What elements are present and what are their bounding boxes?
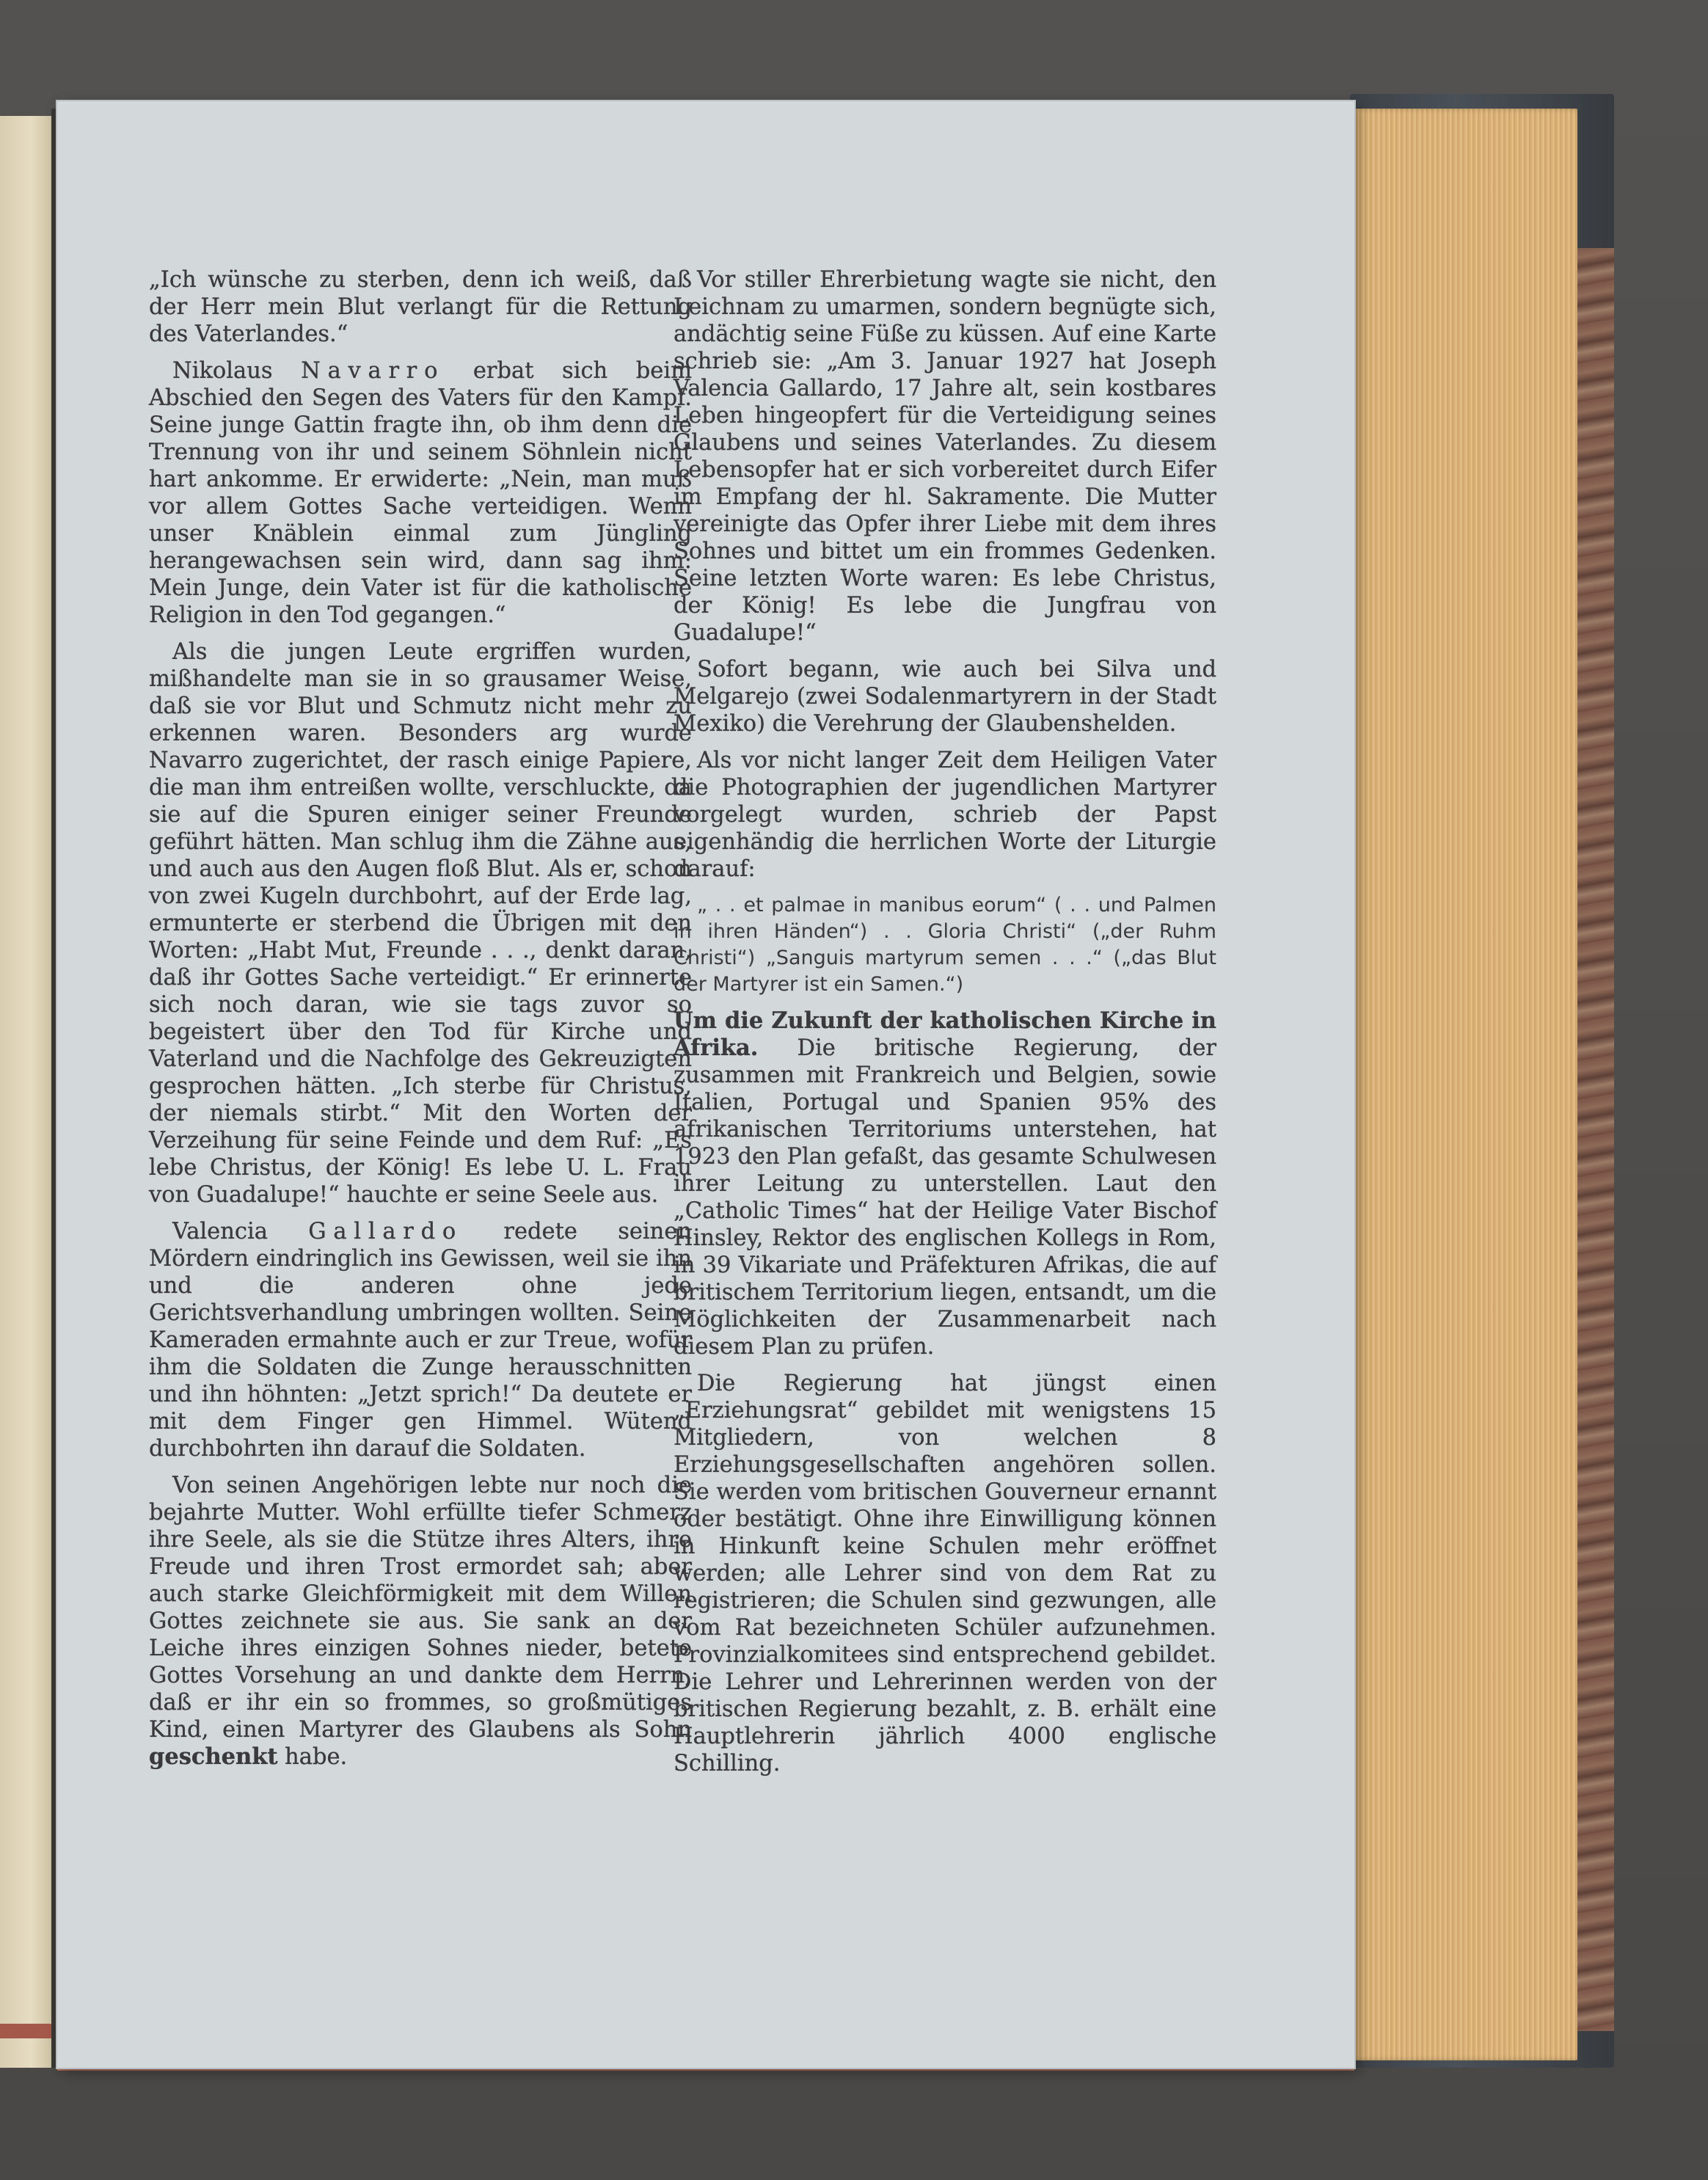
paragraph-text: Von seinen Angehörigen lebte nur noch die bejahrte Mutter. Wohl erfüllte tiefer Schmerz ihre Seele, als sie die Stütze ihres Alters, ihre Freude und ihren Trost ermordet sah; aber auch starke Gleichförmigkeit mit dem Willen Gottes zeichnete sie aus. Sie sank an der Leiche ihres einzigen Sohnes nieder, betete Gottes Vorsehung an und dankte dem Herrn, daß er ihr ein so frommes, so großmütiges Kind, einen Martyrer des Glaubens als Sohn [149, 1473, 692, 1743]
person-name-spaced: Gallardo [308, 1219, 464, 1244]
book [0, 87, 1614, 2068]
bold-word: geschenkt [149, 1743, 278, 1770]
page-stack-edge [1350, 109, 1577, 2060]
paragraph: Als die jungen Leute ergriffen wurden, mißhandelte man sie in so grausamer Weise, daß sie vor Blut und Schmutz nicht mehr zu erkennen waren. Besonders arg wurde Navarro zugerichtet, der rasch einige Papiere, die man ihm entreißen wollte, verschluckte, da sie auf die Spuren einiger seiner Freunde geführt hätten. Man schlug ihm die Zähne aus, und auch aus den Augen floß Blut. Als er, schon von zwei Kugeln durchbohrt, auf der Erde lag, ermunterte er sterbend die Übrigen mit den Worten: „Habt Mut, Freunde . . ., denkt daran, daß ihr Gottes Sache verteidigt.“ Er erinnerte sich noch daran, wie sie tags zuvor so begeistert über den Tod für Kirche und Vaterland und die Nachfolge des Gekreuzigten gesprochen hätten. „Ich sterbe für Christus, der niemals stirbt.“ Mit den Worten der Verzeihung für seine Feinde und dem Ruf: „Es lebe Christus, der König! Es lebe U. L. Frau von Guadalupe!“ hauchte er seine Seele aus. [149, 639, 692, 1208]
paragraph: Die Regierung hat jüngst einen „Erziehungsrat“ gebildet mit wenigstens 15 Mitgliedern, von welchen 8 Erziehungsgesellschaften angehören sollen. Sie werden vom britischen Gouverneur ernannt oder bestätigt. Ohne ihre Einwilligung können in Hinkunft keine Schulen mehr eröffnet werden; alle Lehrer sind von dem Rat zu registrieren; die Schulen sind gezwungen, alle vom Rat bezeichneten Schüler aufzunehmen. Provinzialkomitees sind entsprechend gebildet. Die Lehrer und Lehrerinnen werden von der britischen Regierung bezahlt, z. B. erhält eine Hauptlehrerin jährlich 4000 englische Schilling. [674, 1371, 1216, 1776]
paragraph-text: Die britische Regierung, der zusammen mit Frankreich und Belgien, sowie Italien, Portugal und Spanien 95% des afrikanischen Territoriums unterstehen, hat 1923 den Plan gefaßt, das gesamte Schulwesen ihrer Leitung zu unterstellen. Laut den „Catholic Times“ hat der Heilige Vater Bischof Hinsley, Rektor des englischen Kollegs in Rom, in 39 Vikariate und Präfekturen Afrikas, die auf britischem Territorium liegen, entsandt, um die Möglichkeiten der Zusammenarbeit nach diesem Plan zu prüfen. [674, 1035, 1216, 1360]
left-page-red-edge [0, 2024, 51, 2038]
paragraph-text: redete seinen Mördern eindringlich ins Gewissen, weil sie ihn und die anderen ohne jede Gerichtsverhandlung umbringen wollten. Seine Kameraden ermahnte auch er zur Treue, wofür ihm die Soldaten die Zunge herausschnitten und ihn höhnten: „Jetzt sprich!“ Da deutete er mit dem Finger gen Himmel. Wütend durchbohrten ihn darauf die Soldaten. [149, 1219, 693, 1462]
page [57, 101, 1354, 2068]
paragraph [149, 1472, 692, 1771]
paragraph [149, 357, 692, 629]
paragraph [674, 1007, 1216, 1360]
paragraph: „Ich wünsche zu sterben, denn ich weiß, daß der Herr mein Blut verlangt für die Rettung des Vaterlandes.“ [149, 267, 692, 347]
paragraph [149, 1218, 692, 1462]
latin-quote: „ . . et palmae in manibus eorum“ ( . . und Palmen in ihren Händen“) . . Gloria Christi“ („der Ruhm Christi“) „Sanguis martyrum semen . . .“ („das Blut der Martyrer ist ein Samen.“) [674, 894, 1216, 996]
left-text-column [149, 266, 692, 1780]
paragraph: Sofort begann, wie auch bei Silva und Melgarejo (zwei Sodalenmartyrern in der Stadt Mexiko) die Verehrung der Glaubenshelden. [674, 657, 1216, 737]
person-name-spaced: Navarro [301, 358, 445, 384]
marbled-cover-edge [1574, 248, 1614, 2031]
paragraph-end: habe. [285, 1744, 348, 1770]
left-page-edge [0, 116, 53, 2068]
person-name: Valencia [172, 1219, 268, 1244]
person-name: Nikolaus [172, 358, 273, 384]
paragraph-text: erbat sich beim Abschied den Segen des Vaters für den Kampf. Seine junge Gattin fragte ihn, ob ihm denn die Trennung von ihr und seinem Söhnlein nicht hart ankomme. Er erwiderte: „Nein, man muß vor allem Gottes Sache verteidigen. Wenn unser Knäblein einmal zum Jüngling herangewachsen sein wird, dann sag ihm: Mein Junge, dein Vater ist für die katholische Religion in den Tod gegangen.“ [149, 358, 692, 628]
section-heading: Um die Zukunft der katholischen Kirche in Afrika. [674, 1007, 1216, 1061]
paragraph: Als vor nicht langer Zeit dem Heiligen Vater die Photographien der jugendlichen Martyrer vorgelegt wurden, schrieb der Papst eigenhändig die herrlichen Worte der Liturgie darauf: [674, 748, 1216, 882]
right-text-column [674, 266, 1216, 1787]
paragraph: Vor stiller Ehrerbietung wagte sie nicht, den Leichnam zu umarmen, sondern begnügte sich, andächtig seine Füße zu küssen. Auf eine Karte schrieb sie: „Am 3. Januar 1927 hat Joseph Valencia Gallardo, 17 Jahre alt, sein kostbares Leben hingeopfert für die Verteidigung seines Glaubens und seines Vaterlandes. Zu diesem Lebensopfer hat er sich vorbereitet durch Eifer im Empfang der hl. Sakramente. Die Mutter vereinigte das Opfer ihrer Liebe mit dem ihres Sohnes und bittet um ein frommes Gedenken. Seine letzten Worte waren: Es lebe Christus, der König! Es lebe die Jungfrau von Guadalupe!“ [674, 267, 1216, 646]
